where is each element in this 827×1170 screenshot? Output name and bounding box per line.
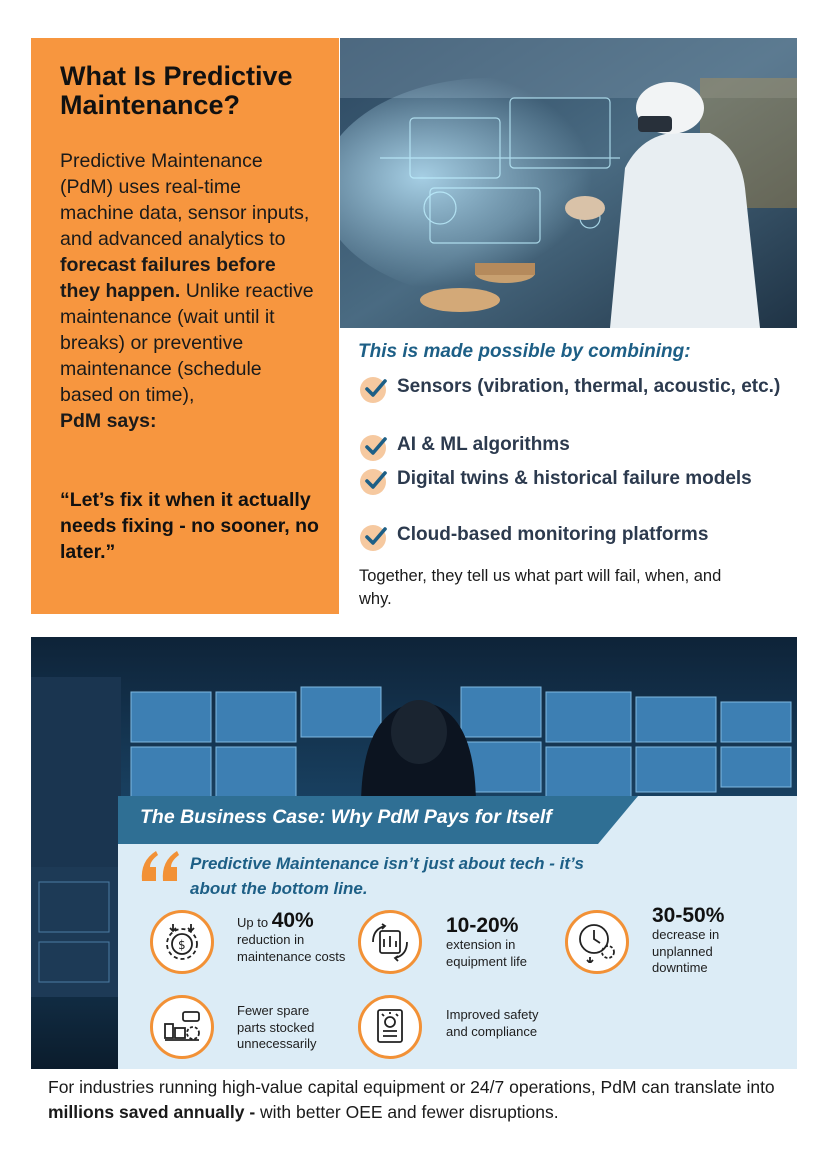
stat-value: 10-20% <box>446 914 519 937</box>
check-icon <box>360 377 386 403</box>
feature-label: Cloud-based monitoring platforms <box>397 524 709 545</box>
footer-text <box>48 1075 788 1124</box>
stat-text: reduction in maintenance costs <box>237 932 346 964</box>
footer-bold: millions saved annually - <box>48 1101 256 1122</box>
together-text: Together, they tell us what part will fail, when, and why. <box>359 567 722 608</box>
cost-gear-icon <box>150 910 214 974</box>
feature-label: Sensors (vibration, thermal, acoustic, etc.) <box>397 376 781 397</box>
stat-equipment-life <box>446 915 556 970</box>
feature-label: Digital twins & historical failure models <box>397 468 752 489</box>
stat-maintenance-costs <box>237 910 347 965</box>
stat-text: extension in equipment life <box>446 937 527 969</box>
certificate-icon <box>358 995 422 1059</box>
stat-downtime <box>652 905 762 977</box>
feature-label: AI & ML algorithms <box>397 434 570 455</box>
quote-mark-icon <box>138 845 182 885</box>
intro-quote: “Let’s fix it when it actually needs fixing - no sooner, no later.” <box>60 489 319 563</box>
check-icon <box>360 435 386 461</box>
spare-parts-icon <box>150 995 214 1059</box>
check-icon <box>360 525 386 551</box>
svg-text:$: $ <box>178 938 186 952</box>
check-icon <box>360 469 386 495</box>
clock-gear-icon <box>565 910 629 974</box>
stat-prefix: Up to <box>237 915 272 930</box>
stat-value: 30-50% <box>652 904 725 927</box>
intro-body-bold: forecast failures before they happen. <box>60 254 276 302</box>
equipment-cycle-icon <box>358 910 422 974</box>
business-title: The Business Case: Why PdM Pays for Itself <box>140 806 552 828</box>
intro-body-text: Predictive Maintenance (PdM) uses real-time machine data, sensor inputs, and advanced analytics to <box>60 150 310 250</box>
business-quote: Predictive Maintenance isn’t just about tech - it’s about the bottom line. <box>190 854 584 898</box>
stat-text: Improved safety and compliance <box>446 1007 539 1039</box>
stat-value: 40% <box>271 909 314 932</box>
combining-heading: This is made possible by combining: <box>358 341 691 362</box>
stat-text: decrease in unplanned downtime <box>652 927 720 975</box>
intro-body <box>60 148 320 434</box>
stat-safety <box>446 1007 546 1040</box>
pdm-says-label: PdM says: <box>60 410 157 432</box>
intro-title: What Is Predictive Maintenance? <box>60 61 293 120</box>
stat-spare-parts <box>237 1003 337 1053</box>
stat-text: Fewer spare parts stocked unnecessarily <box>237 1003 317 1051</box>
footer-text-1: For industries running high-value capital equipment or 24/7 operations, PdM can translate into <box>48 1077 775 1097</box>
footer-text-2: with better OEE and fewer disruptions. <box>255 1101 559 1122</box>
intro-body-text-2: Unlike reactive maintenance (wait until it breaks) or preventive maintenance (schedule based on time), <box>60 280 314 406</box>
engineer-hologram-photo <box>340 38 797 328</box>
